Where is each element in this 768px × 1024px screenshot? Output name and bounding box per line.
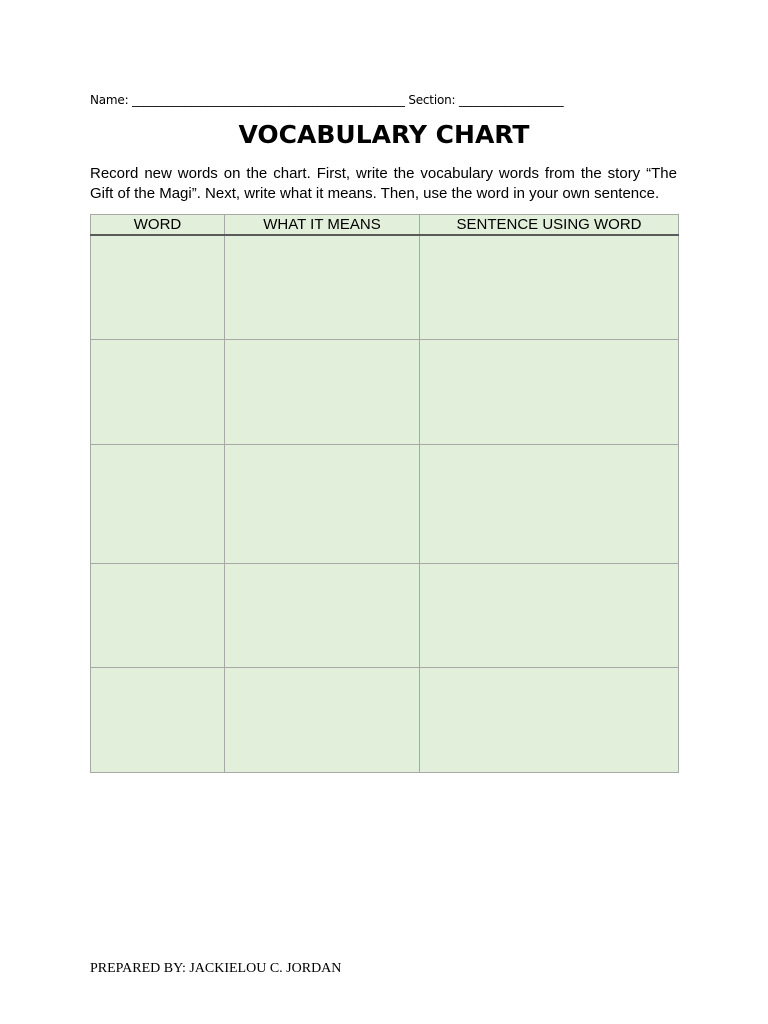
name-section-line: [90, 93, 563, 107]
sentence-cell[interactable]: [420, 667, 679, 772]
meaning-cell[interactable]: [225, 563, 420, 667]
table-row: [91, 667, 679, 772]
sentence-cell[interactable]: [420, 563, 679, 667]
word-cell[interactable]: [91, 667, 225, 772]
meaning-cell[interactable]: [225, 339, 420, 444]
sentence-cell[interactable]: [420, 444, 679, 563]
word-cell[interactable]: [91, 339, 225, 444]
page-title: VOCABULARY CHART: [238, 120, 530, 149]
table-row: [91, 235, 679, 339]
sentence-cell[interactable]: [420, 235, 679, 339]
instructions-paragraph: Record new words on the chart. First, write the vocabulary words from the story “The Gift of the Magi”. Next, write what it means. Then, use the word in your own sentence.: [90, 165, 677, 202]
name-label: Name:: [90, 93, 129, 107]
vocabulary-table: [90, 214, 679, 773]
section-label: Section:: [408, 93, 456, 107]
section-field[interactable]: __________________: [458, 93, 564, 107]
name-field[interactable]: _______________________________________________: [132, 93, 405, 107]
column-header-meaning: WHAT IT MEANS: [225, 215, 420, 236]
table-row: [91, 563, 679, 667]
meaning-cell[interactable]: [225, 444, 420, 563]
table-row: [91, 339, 679, 444]
meaning-cell[interactable]: [225, 235, 420, 339]
meaning-cell[interactable]: [225, 667, 420, 772]
table-row: [91, 444, 679, 563]
table-header-row: [91, 215, 679, 236]
column-header-sentence: SENTENCE USING WORD: [420, 215, 679, 236]
sentence-cell[interactable]: [420, 339, 679, 444]
word-cell[interactable]: [91, 563, 225, 667]
prepared-by-footer: PREPARED BY: JACKIELOU C. JORDAN: [90, 961, 342, 976]
word-cell[interactable]: [91, 235, 225, 339]
word-cell[interactable]: [91, 444, 225, 563]
column-header-word: WORD: [91, 215, 225, 236]
